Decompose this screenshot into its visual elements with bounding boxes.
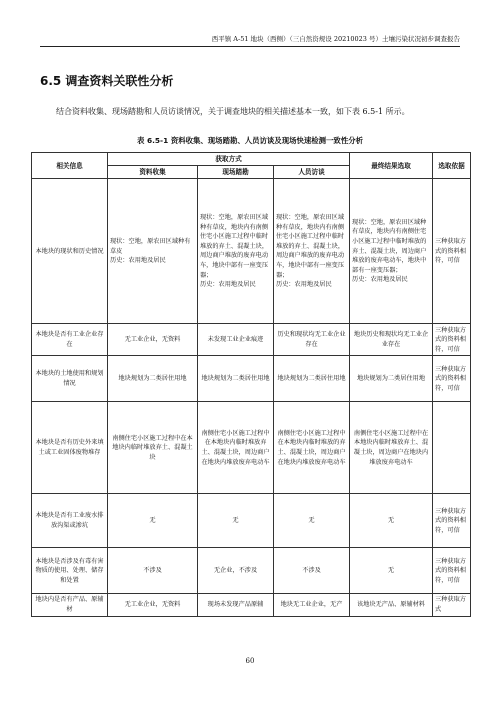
cell-site: 现状：空地，原农田区域种有草皮，地块内有南侧住宅小区施工过程中临时堆放的弃土、混凝土块，周边商户堆放的废弃电动车，地块中部有一座变压器； 历史：农用地及居民 — [198, 179, 274, 324]
cell-interview: 地块无工业企业，无产 — [274, 594, 350, 616]
header-site: 现场踏勘 — [198, 166, 274, 179]
cell-final: 现状：空地，原农田区域种有草皮，地块内有南侧住宅小区施工过程中临时堆放的弃土、混凝土块，周边商户堆放的废弃电动车，地块中部有一座变压器； 历史：农用地及居民 — [350, 179, 433, 324]
cell-final: 地块规划为二类居住用地 — [350, 356, 433, 402]
cell-interview: 不涉及 — [274, 548, 350, 594]
running-header: 西平镇 A-51 地块（西侧）（三自然资规设 20210023 号）土壤污染状况初步调查报告 — [211, 35, 460, 43]
cell-info: 本地块是否有工业废水排放沟渠或渗坑 — [32, 494, 108, 548]
table-row — [32, 402, 471, 494]
table-row — [32, 356, 471, 402]
cell-doc: 无工业企业，无资料 — [108, 324, 198, 356]
cell-interview: 南侧住宅小区施工过程中在本地块内临时堆放的弃土、混凝土块，周边商户在地块内堆放废弃电动车 — [274, 402, 350, 494]
table-row — [32, 594, 471, 616]
cell-doc: 不涉及 — [108, 548, 198, 594]
cell-interview: 无 — [274, 494, 350, 548]
cell-final: 无 — [350, 548, 433, 594]
header-basis: 选取依据 — [433, 153, 471, 179]
header-info: 相关信息 — [32, 153, 108, 179]
cell-site: 无 — [198, 494, 274, 548]
section-title: 6.5 调查资料关联性分析 — [40, 74, 174, 88]
intro-paragraph: 结合资料收集、现场踏勘和人员访谈情况，关于调查地块的相关描述基本一致，如下表 6.5-1 所示。 — [56, 107, 410, 116]
cell-basis: 三种获取方式的资料相符，可信 — [433, 356, 471, 402]
table-row — [32, 179, 471, 324]
cell-info: 地块内是否有产品、原辅材 — [32, 594, 108, 616]
cell-doc: 地块规划为二类居住用地 — [108, 356, 198, 402]
table-row — [32, 494, 471, 548]
cell-site: 未发现工业企业痕迹 — [198, 324, 274, 356]
consistency-table — [31, 152, 471, 617]
cell-site: 无企业，不涉及 — [198, 548, 274, 594]
page-number: 60 — [245, 657, 255, 665]
header-interview: 人员访谈 — [274, 166, 350, 179]
cell-doc: 无 — [108, 494, 198, 548]
cell-final: 地块历史和现状均无工业企业存在 — [350, 324, 433, 356]
cell-site: 地块规划为二类居住用地 — [198, 356, 274, 402]
header-doc: 资料收集 — [108, 166, 198, 179]
cell-final: 南侧住宅小区施工过程中在本地块内临时堆放弃土、混凝土块，周边商户在地块内堆放废弃电动车 — [350, 402, 433, 494]
cell-doc: 无工业企业，无资料 — [108, 594, 198, 616]
table-row — [32, 324, 471, 356]
cell-info: 本地块是否有历史外来填土或工业固体废物堆存 — [32, 402, 108, 494]
cell-interview: 历史和现状均无工业企业存在 — [274, 324, 350, 356]
cell-basis — [433, 402, 471, 494]
cell-info: 本地块是否有工业企业存在 — [32, 324, 108, 356]
cell-final: 该地块无产品、原辅材料 — [350, 594, 433, 616]
table-caption: 表 6.5-1 资料收集、现场踏勘、人员访谈及现场快速检测一致性分析 — [137, 136, 363, 145]
cell-doc: 南侧住宅小区施工过程中在本地块内临时堆放弃土、混凝土块 — [108, 402, 198, 494]
cell-site: 现场未发现产品原辅 — [198, 594, 274, 616]
cell-basis: 三种获取方式的资料相符，可信 — [433, 179, 471, 324]
cell-basis: 三种获取方式 — [433, 594, 471, 616]
cell-basis: 三种获取方式的资料相符，可信 — [433, 324, 471, 356]
table-row — [32, 548, 471, 594]
cell-info: 本地块是否涉及有毒有害物质的使用、处理、储存和处置 — [32, 548, 108, 594]
cell-final: 无 — [350, 494, 433, 548]
header-method: 获取方式 — [108, 153, 350, 166]
cell-doc: 现状：空地，原农田区域种有草皮 历史：农用地及居民 — [108, 179, 198, 324]
cell-info: 本地块的现状和历史情况 — [32, 179, 108, 324]
cell-basis: 三种获取方式的资料相符，可信 — [433, 494, 471, 548]
cell-interview: 现状：空地，原农田区域种有草皮，地块内有南侧住宅小区施工过程中临时堆放的弃土、混凝土块，周边商户堆放的废弃电动车，地块中部有一座变压器； 历史：农用地及居民 — [274, 179, 350, 324]
header-final: 最终结果选取 — [350, 153, 433, 179]
header-rule — [40, 46, 460, 47]
cell-interview: 地块规划为二类居住用地 — [274, 356, 350, 402]
cell-info: 本地块的土地使用和规划情况 — [32, 356, 108, 402]
cell-site: 南侧住宅小区施工过程中在本地块内临时堆放弃土、混凝土块，周边商户在地块内堆放废弃电动车 — [198, 402, 274, 494]
cell-basis: 三种获取方式的资料相符，可信 — [433, 548, 471, 594]
